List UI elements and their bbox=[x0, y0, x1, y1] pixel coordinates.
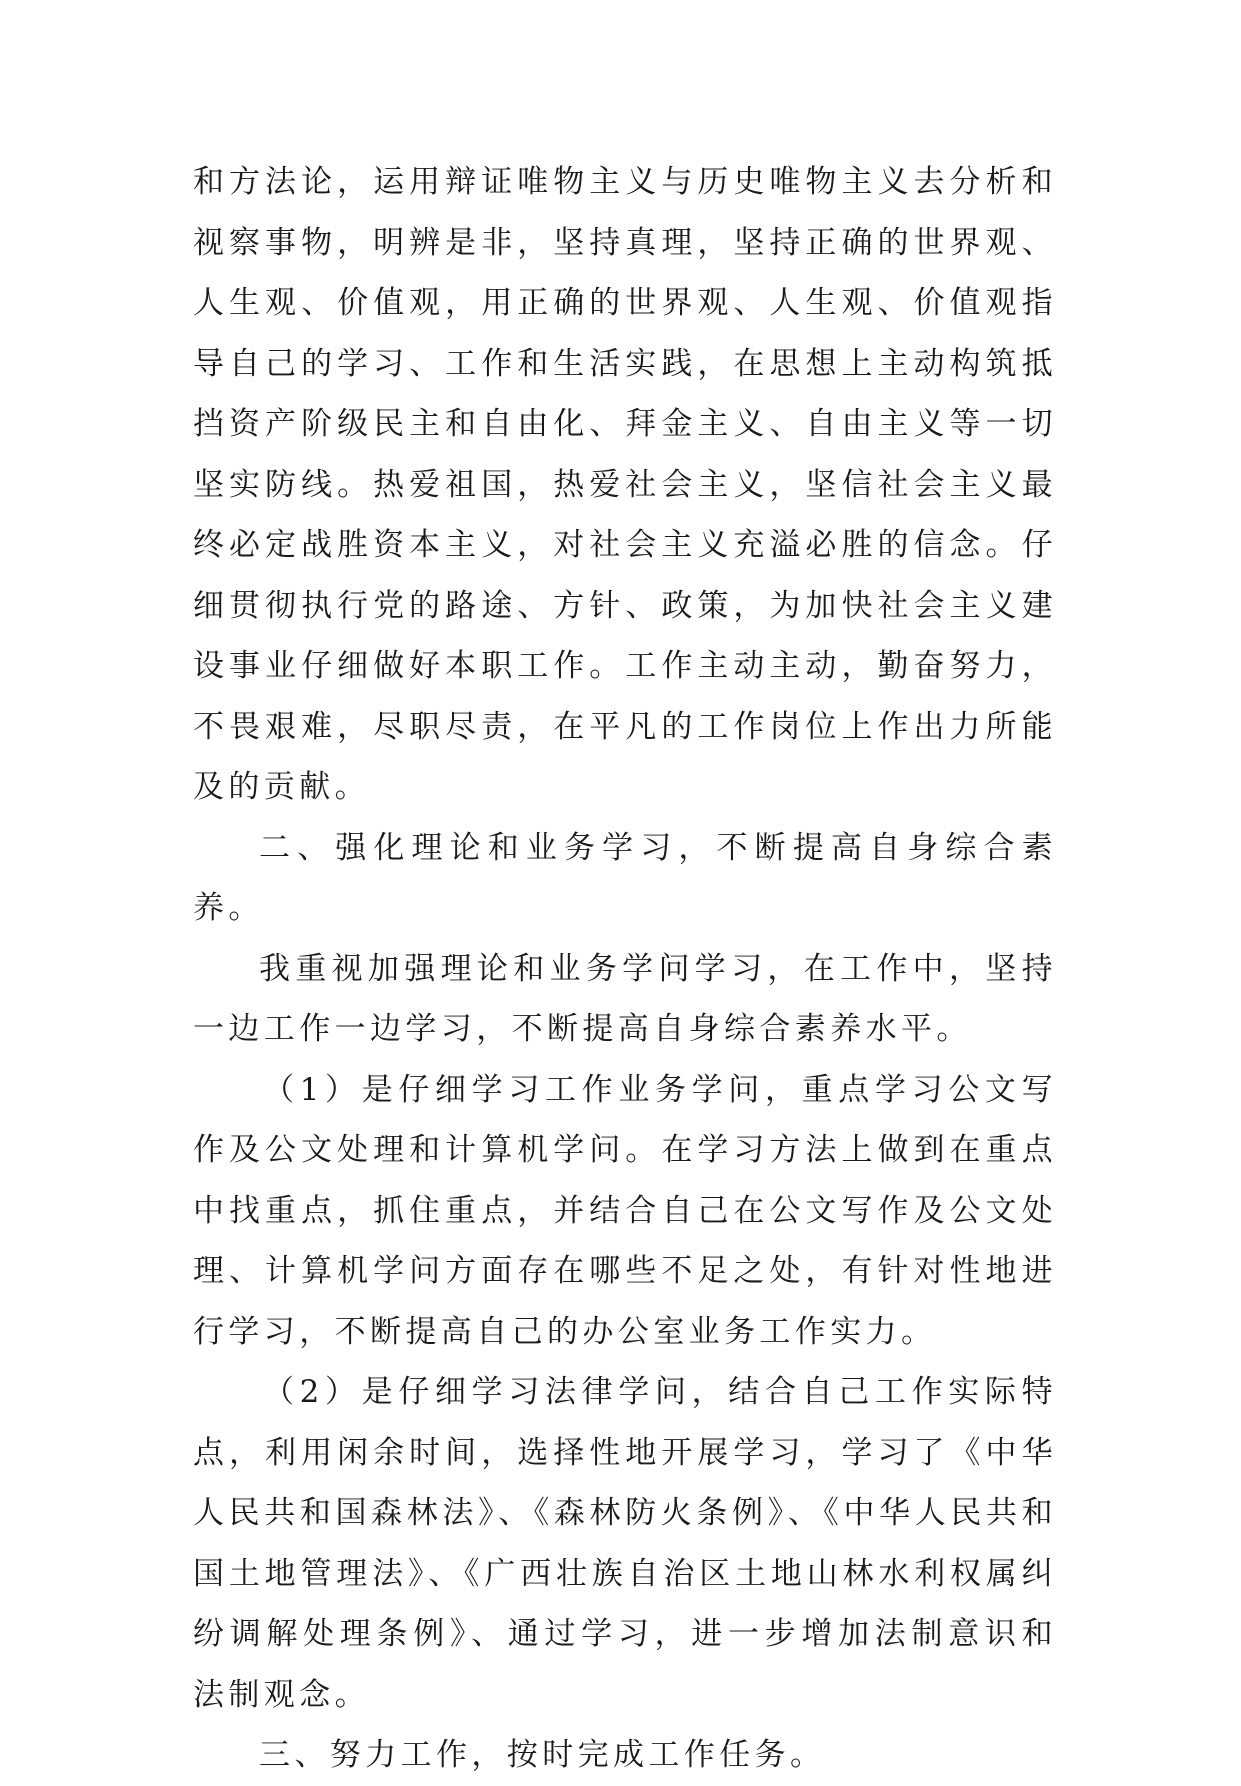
paragraph-item-1: （1）是仔细学习工作业务学问，重点学习公文写作及公文处理和计算机学问。在学习方法上做到在重点中找重点，抓住重点，并结合自己在公文写作及公文处理、计算机学问方面存在哪些不足之处，有针对性地进行学习，不断提高自己的办公室业务工作实力。 bbox=[193, 1071, 1057, 1350]
paragraph-continuation: 和方法论，运用辩证唯物主义与历史唯物主义去分析和视察事物，明辨是非，坚持真理，坚持正确的世界观、人生观、价值观，用正确的世界观、人生观、价值观指导自己的学习、工作和生活实践，在思想上主动构筑抵挡资产阶级民主和自由化、拜金主义、自由主义等一切坚实防线。热爱祖国，热爱社会主义，坚信社会主义最终必定战胜资本主义，对社会主义充溢必胜的信念。仔细贯彻执行党的路途、方针、政策，为加快社会主义建设事业仔细做好本职工作。工作主动主动，勤奋努力，不畏艰难，尽职尽责，在平凡的工作岗位上作出力所能及的贡献。 bbox=[193, 164, 1057, 805]
paragraph-item-2: （2）是仔细学习法律学问，结合自己工作实际特点，利用闲余时间，选择性地开展学习，学习了《中华人民共和国森林法》、《森林防火条例》、《中华人民共和国土地管理法》、《广西壮族自治区土地山林水利权属纠纷调解处理条例》、通过学习，进一步增加法制意识和法制观念。 bbox=[193, 1374, 1057, 1713]
section-heading-three: 三、努力工作，按时完成工作任务。 bbox=[259, 1737, 826, 1773]
paragraph-study-intro: 我重视加强理论和业务学问学习，在工作中，坚持一边工作一边学习，不断提高自身综合素养水平。 bbox=[193, 950, 1057, 1047]
document-body bbox=[193, 152, 1057, 1786]
section-heading-two: 二、强化理论和业务学习，不断提高自身综合素养。 bbox=[193, 829, 1057, 926]
